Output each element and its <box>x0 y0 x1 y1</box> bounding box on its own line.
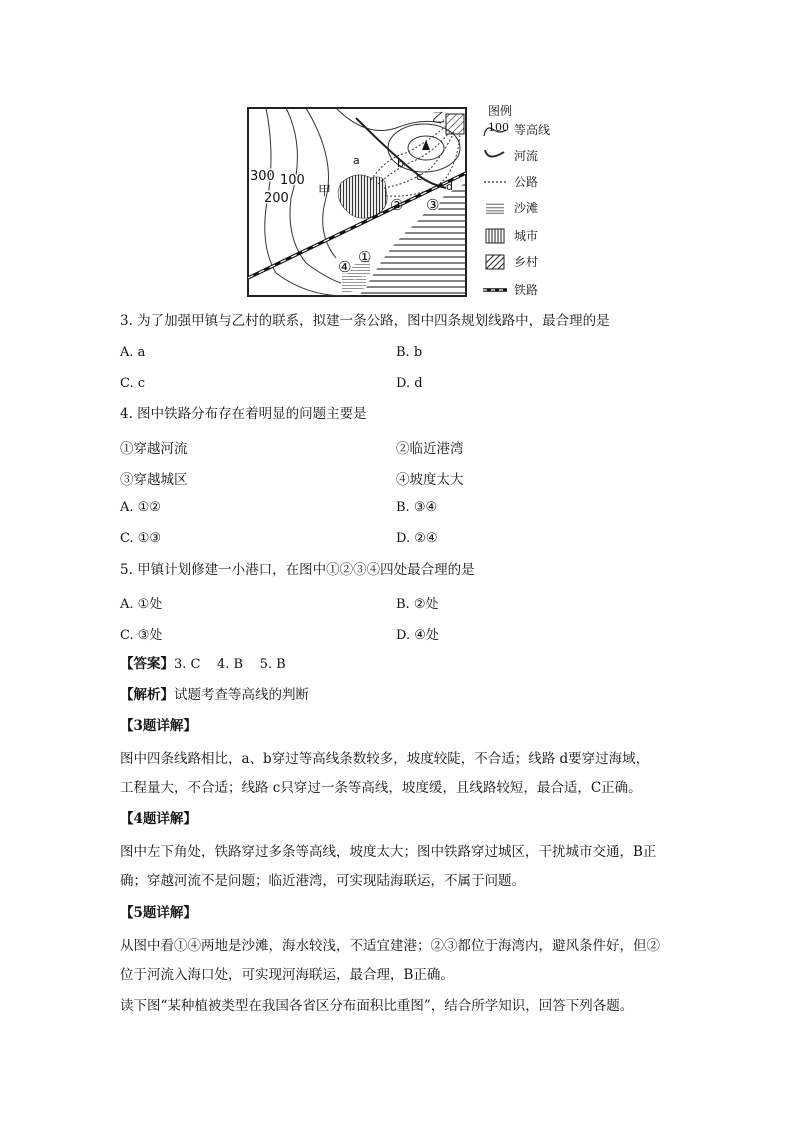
sand-legend-icon <box>482 200 508 216</box>
legend-contour <box>482 120 562 140</box>
route-label-b: b <box>397 157 404 170</box>
legend-label: 等高线 <box>514 123 551 137</box>
q4-stem: 4. 图中铁路分布存在着明显的问题主要是 <box>120 406 367 422</box>
q4-item-1: ①穿越河流 <box>120 441 188 457</box>
contour-label: 300 <box>250 169 275 184</box>
legend-label: 沙滩 <box>514 201 539 215</box>
q4-item-4: ④坡度太大 <box>396 472 464 488</box>
detail3-heading: 【3题详解】 <box>120 718 197 734</box>
q4-item-3: ③穿越城区 <box>120 472 188 488</box>
legend-sand <box>482 198 562 218</box>
legend-label: 乡村 <box>514 255 539 269</box>
place-label-jia: 甲 <box>318 184 332 199</box>
route-label-a: a <box>353 154 360 167</box>
legend-village <box>482 252 562 272</box>
legend-railway <box>482 280 562 300</box>
detail4-line-1: 图中左下角处，铁路穿过多条等高线，坡度太大；图中铁路穿过城区，干扰城市交通，B正 <box>120 844 657 860</box>
site-label-3: ③ <box>426 196 440 214</box>
railway-legend-icon <box>482 282 508 298</box>
legend-label: 河流 <box>514 149 539 163</box>
analysis-text: 试题考查等高线的判断 <box>174 687 309 703</box>
river-legend-icon <box>482 148 508 164</box>
answer-text: 3. C 4. B 5. B <box>174 657 286 672</box>
legend-contour-value: 100 <box>488 121 509 134</box>
q4-option-d: D. ②④ <box>396 531 438 546</box>
contour-label: 100 <box>280 173 305 188</box>
legend-label: 铁路 <box>514 283 539 297</box>
place-label-yi: 乙 <box>432 111 446 126</box>
q4-option-b: B. ③④ <box>396 500 438 515</box>
detail4-line-2: 确；穿越河流不是问题；临近港湾，可实现陆海联运，不属于问题。 <box>120 873 525 889</box>
legend-title: 图例 <box>488 104 513 118</box>
q5-option-d: D. ④处 <box>396 628 439 643</box>
q5-option-b: B. ②处 <box>396 597 439 612</box>
route-label-c: c <box>416 170 423 183</box>
q3-option-d: D. d <box>396 376 423 391</box>
map-figure <box>246 98 556 298</box>
q5-stem: 5. 甲镇计划修建一小港口，在图中①②③④四处最合理的是 <box>120 562 475 578</box>
legend-label: 城市 <box>514 229 539 243</box>
q3-stem: 3. 为了加强甲镇与乙村的联系，拟建一条公路，图中四条规划线路中，最合理的是 <box>120 313 610 329</box>
answer-line <box>120 655 286 674</box>
village-area <box>446 114 464 134</box>
q5-option-c: C. ③处 <box>120 628 163 643</box>
detail5-heading: 【5题详解】 <box>120 905 197 921</box>
village-legend-icon <box>482 254 508 270</box>
q3-option-b: B. b <box>396 345 423 360</box>
contour-label: 200 <box>264 191 289 206</box>
legend-river <box>482 146 562 166</box>
route-label-d: d <box>446 180 453 193</box>
q5-option-a: A. ①处 <box>120 597 163 612</box>
site-label-4: ④ <box>338 258 352 276</box>
q3-option-c: C. c <box>120 376 146 391</box>
legend-road <box>482 172 562 192</box>
legend-label: 公路 <box>514 175 539 189</box>
detail5-line-1: 从图中看①④两地是沙滩，海水较浅，不适宜建港；②③都位于海湾内，避风条件好，但② <box>120 938 660 954</box>
city-legend-icon <box>482 228 508 244</box>
detail3-line-1: 图中四条线路相比，a、b穿过等高线条数较多，坡度较陡，不合适；线路 d要穿过海域， <box>120 751 650 767</box>
site-label-1: ① <box>358 248 372 266</box>
site-label-2: ② <box>390 196 404 214</box>
q4-option-c: C. ①③ <box>120 531 162 546</box>
detail3-line-2: 工程量大，不合适；线路 c只穿过一条等高线，坡度缓，且线路较短，最合适，C正确。 <box>120 780 642 796</box>
q4-item-2: ②临近港湾 <box>396 441 464 457</box>
next-question-intro: 读下图“某种植被类型在我国各省区分布面积比重图”，结合所学知识，回答下列各题。 <box>120 998 634 1014</box>
q3-option-a: A. a <box>120 345 146 360</box>
detail5-line-2: 位于河流入海口处，可实现河海联运，最合理，B正确。 <box>120 967 454 983</box>
answer-label: 【答案】 <box>120 656 174 672</box>
analysis-label: 【解析】 <box>120 687 174 703</box>
detail4-heading: 【4题详解】 <box>120 811 197 827</box>
q4-option-a: A. ①② <box>120 500 161 515</box>
contour-map <box>246 98 476 298</box>
analysis-line <box>120 686 309 704</box>
road-legend-icon <box>482 174 508 190</box>
legend-city <box>482 226 562 246</box>
